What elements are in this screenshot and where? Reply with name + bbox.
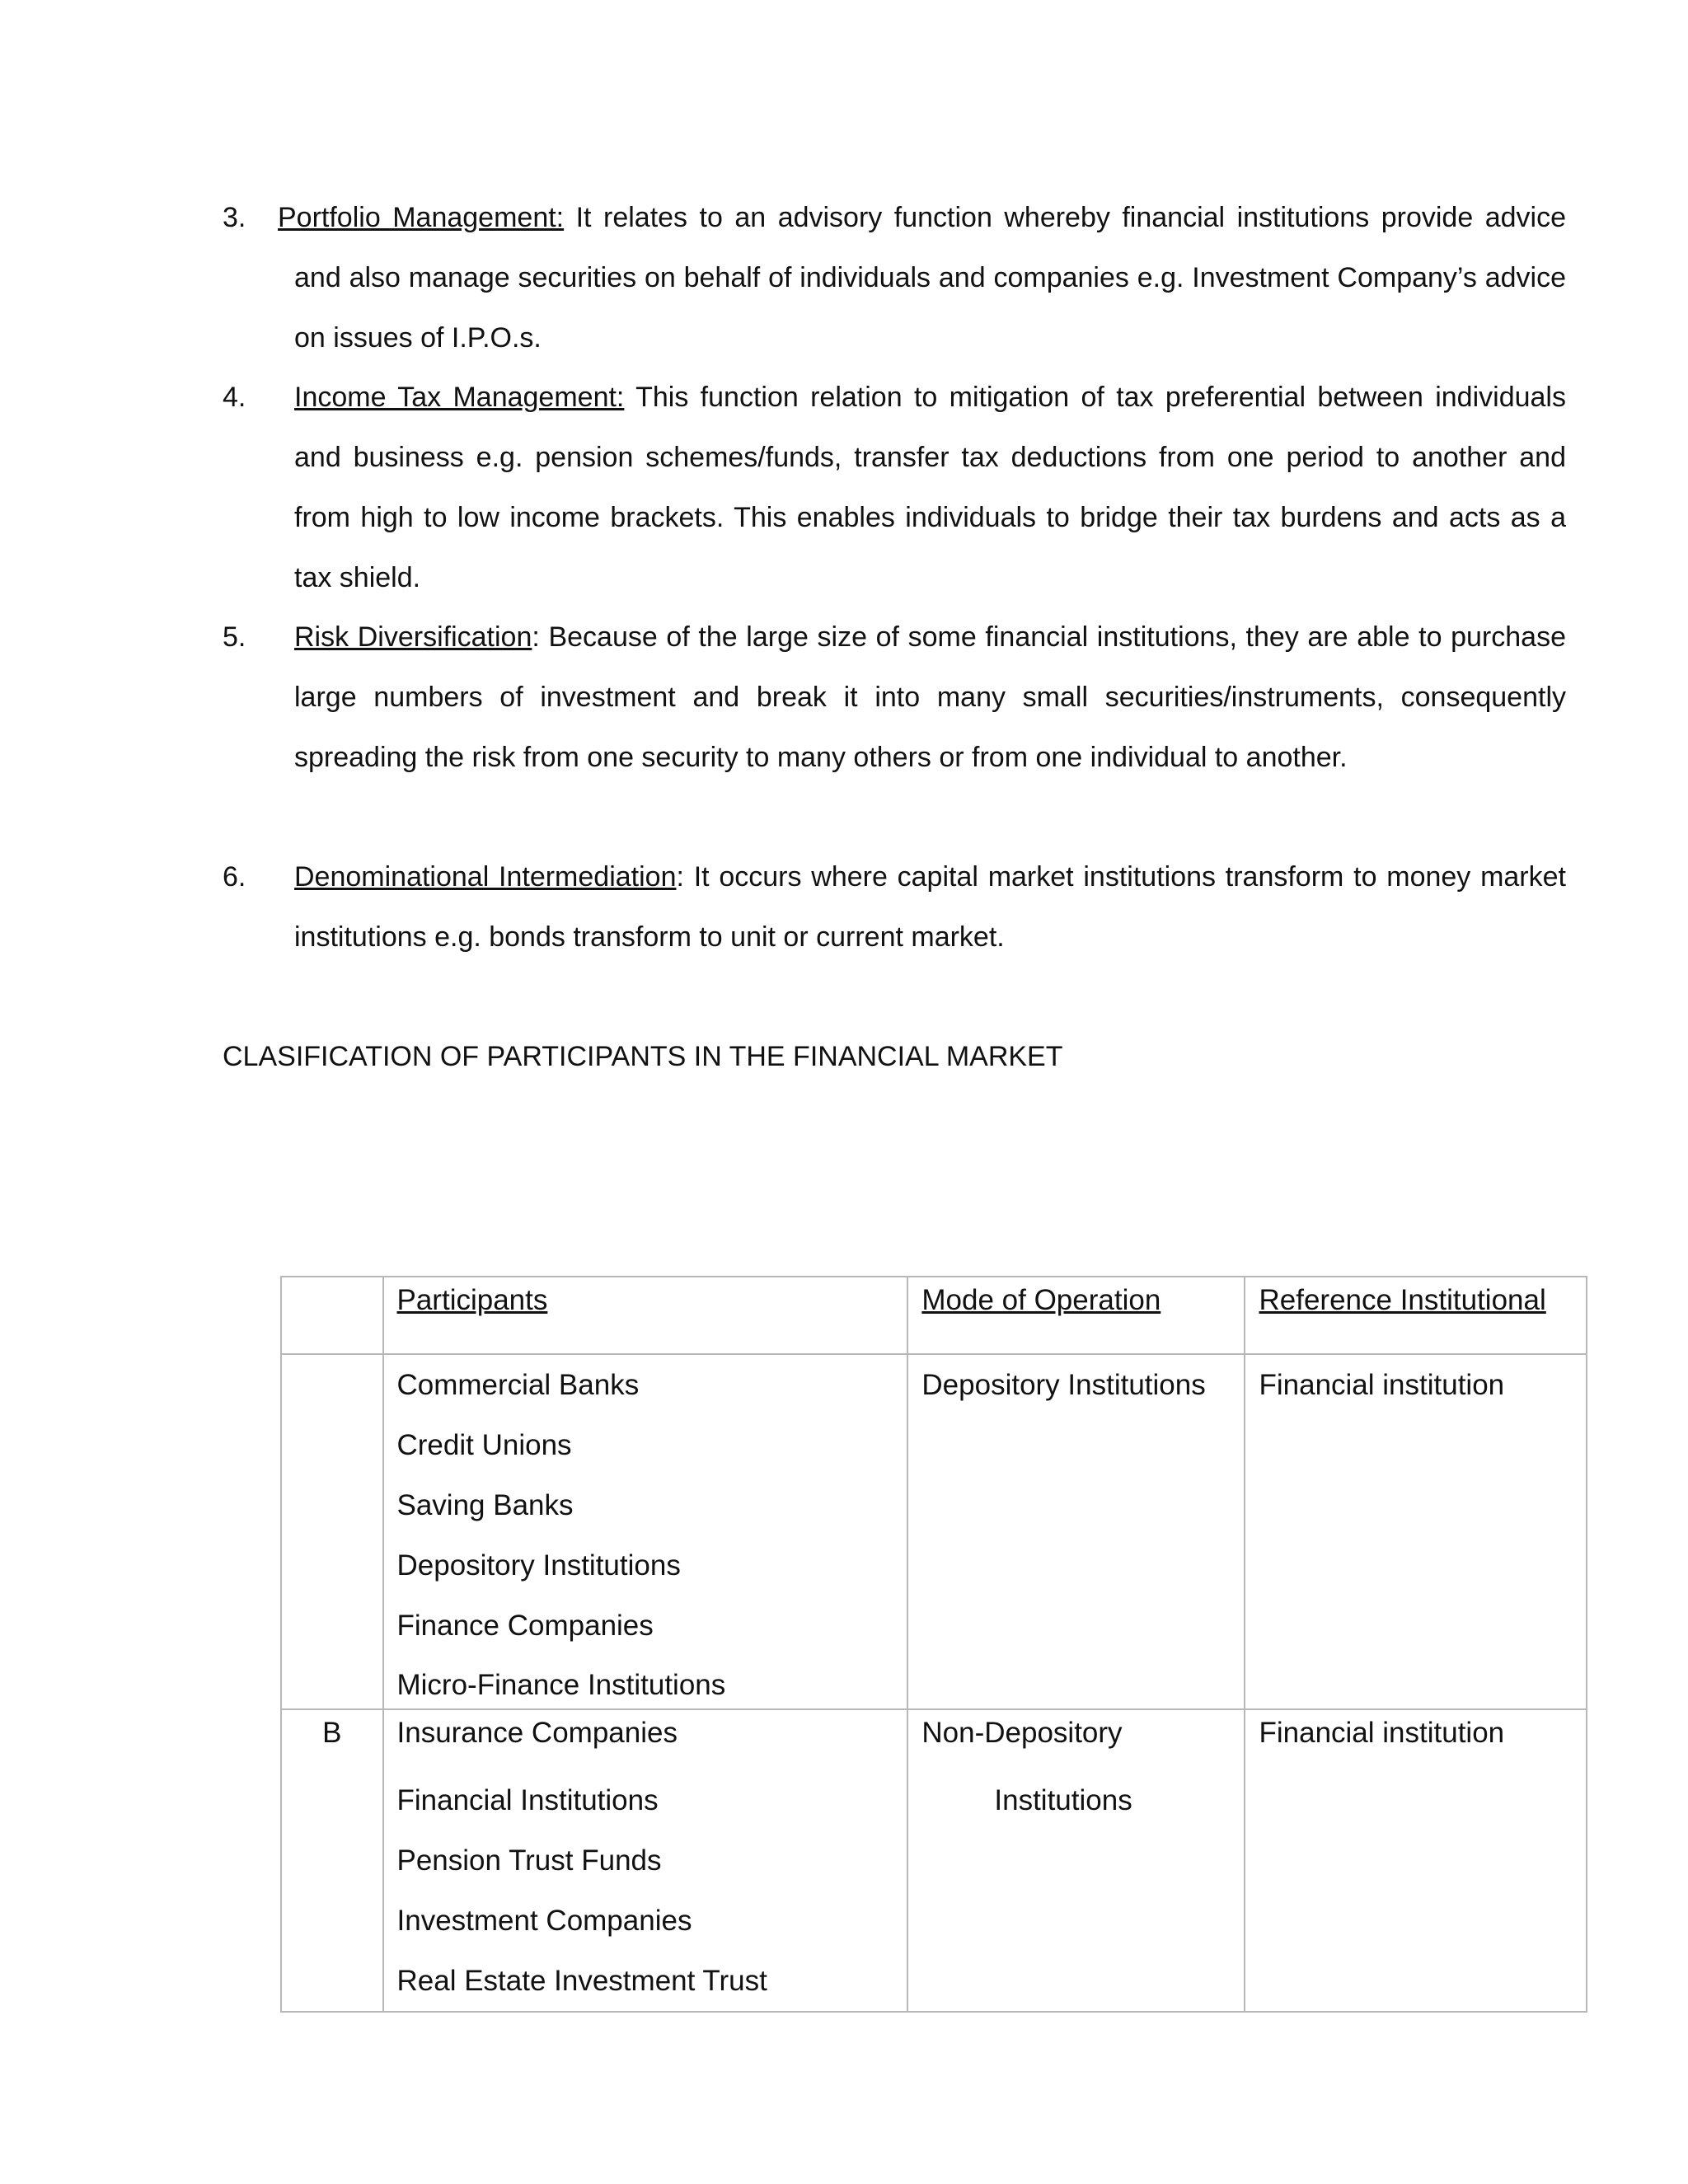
participant-item: Credit Unions: [396, 1429, 572, 1461]
participant-item: Finance Companies: [396, 1610, 654, 1642]
item-heading: Income Tax Management:: [294, 382, 625, 413]
participants-cell: [383, 1709, 908, 2012]
participants-cell: [383, 1354, 908, 1709]
mode-cell: [907, 1709, 1245, 2012]
header-cell-reference: Reference Institutional: [1245, 1277, 1587, 1354]
item-text: It relates to an advisory function whereby financial institutions provide advice and also manage securities on behalf of individuals and companies e.g. Investment Company’s advice on issues of I.P.O.s.: [294, 202, 1566, 354]
table-row: [281, 1709, 1587, 2012]
item-number: 4.: [223, 382, 246, 413]
reference-text: Financial institution: [1259, 1369, 1505, 1401]
list-item-denominational-intermediation: [223, 847, 1566, 968]
header-cell-letter: [281, 1277, 383, 1354]
reference-text: Financial institution: [1259, 1717, 1505, 1749]
participant-item: Real Estate Investment Trust: [396, 1965, 767, 1997]
participant-item: Saving Banks: [396, 1489, 574, 1521]
item-body: [223, 607, 1566, 788]
participant-item: Commercial Banks: [396, 1369, 640, 1401]
item-body: [223, 847, 1566, 968]
participant-item: Insurance Companies: [396, 1717, 678, 1749]
item-body: [223, 188, 1566, 368]
item-number: 6.: [223, 861, 246, 893]
row-letter: B: [281, 1709, 383, 2012]
list-item-income-tax-management: [223, 368, 1566, 608]
item-heading: Portfolio Management:: [278, 202, 565, 233]
list-item-risk-diversification: [223, 607, 1566, 788]
participant-item: Micro-Finance Institutions: [396, 1669, 726, 1701]
participant-item: Depository Institutions: [396, 1549, 681, 1582]
mode-text: Depository Institutions: [921, 1369, 1206, 1401]
reference-cell: [1245, 1709, 1587, 2012]
table-header-row: [281, 1277, 1587, 1354]
item-heading: Risk Diversification: [294, 621, 532, 653]
header-cell-mode: Mode of Operation: [907, 1277, 1245, 1354]
item-number: 5.: [223, 621, 246, 653]
participant-item: Pension Trust Funds: [396, 1844, 662, 1877]
item-number: 3.: [223, 202, 246, 233]
participant-item: Financial Institutions: [396, 1784, 659, 1816]
list-item-portfolio-management: [223, 188, 1566, 368]
item-text: This function relation to mitigation of tax preferential between individuals and business e.g. pension schemes/funds, transfer tax deductions from one period to another and from high to low income brackets. This enables individuals to bridge their tax burdens and acts as a tax shield.: [294, 382, 1566, 593]
item-text: : It occurs where capital market institutions transform to money market institutions e.g. bonds transform to unit or current market.: [294, 861, 1566, 953]
participant-item: Investment Companies: [396, 1905, 692, 1937]
mode-text: Non-Depository: [921, 1717, 1123, 1749]
participants-table: [280, 1276, 1587, 2013]
section-heading: CLASIFICATION OF PARTICIPANTS IN THE FINANCIAL MARKET: [223, 1041, 1063, 1072]
item-text: : Because of the large size of some financial institutions, they are able to purchase large numbers of investment and break it into many small securities/instruments, consequently spreading the risk from one security to many others or from one individual to another.: [294, 621, 1566, 773]
mode-cell: [907, 1354, 1245, 1709]
table-row: [281, 1354, 1587, 1709]
header-cell-participants: Participants: [383, 1277, 908, 1354]
row-letter: [281, 1354, 383, 1709]
reference-cell: [1245, 1354, 1587, 1709]
item-heading: Denominational Intermediation: [294, 861, 677, 893]
item-body: [223, 368, 1566, 608]
mode-text: Institutions: [994, 1784, 1132, 1816]
